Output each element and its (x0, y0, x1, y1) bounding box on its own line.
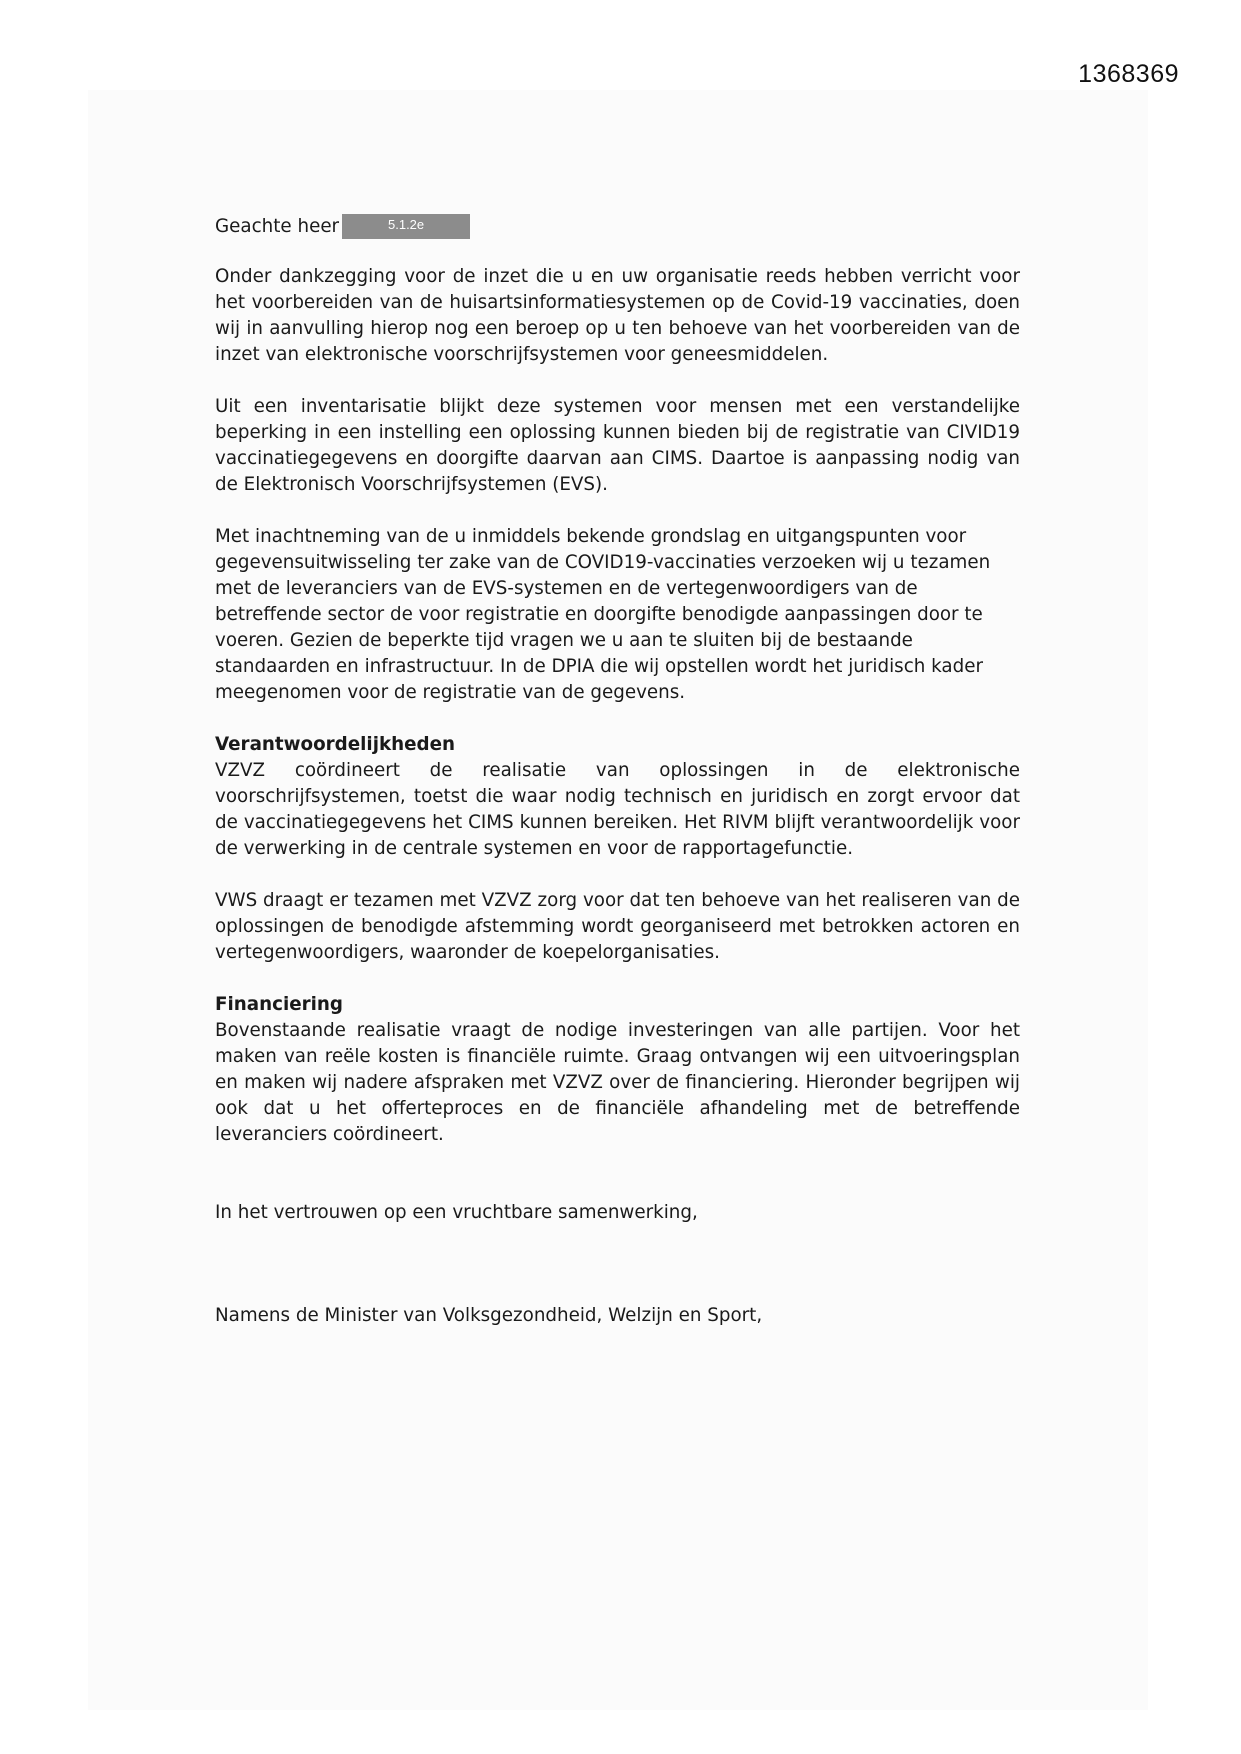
closing-line: In het vertrouwen op een vruchtbare samenwerking, (215, 1202, 698, 1223)
paragraph-responsibilities-vzvz: VZVZ coördineert de realisatie van oplossingen in de elektronische voorschrijfsystemen, toetst die waar nodig technisch en juridisch en zorgt ervoor dat de vaccinatiegegevens het CIMS kunnen bereiken. Het RIVM blijft verantwoordelijk voor de verwerking in de centrale systemen en voor de rapportagefunctie. (215, 760, 1020, 859)
signature-line: Namens de Minister van Volksgezondheid, Welzijn en Sport, (215, 1305, 763, 1326)
paragraph-intro: Onder dankzegging voor de inzet die u en uw organisatie reeds hebben verricht voor het voorbereiden van de huisartsinformatiesystemen op de Covid-19 vaccinaties, doen wij in aanvulling hierop nog een beroep op u ten behoeve van het voorbereiden van de inzet van elektronische voorschrijfsystemen voor geneesmiddelen. (215, 266, 1020, 365)
section-title-financing: Financiering (215, 994, 344, 1015)
paragraph-request: Met inachtneming van de u inmiddels bekende grondslag en uitgangspunten voor gegevensuitwisseling ter zake van de COVID19-vaccinaties verzoeken wij u tezamen met de leveranciers van de EVS-systemen en de vertegenwoordigers van de betreffende sector de voor registratie en doorgifte benodigde aanpassingen door te voeren. Gezien de beperkte tijd vragen we u aan te sluiten bij de bestaande standaarden en infrastructuur. In de DPIA die wij opstellen wordt het juridisch kader meegenomen voor de registratie van de gegevens. (215, 526, 991, 703)
paragraph-inventory: Uit een inventarisatie blijkt deze systemen voor mensen met een verstandelijke beperking in een instelling een oplossing kunnen bieden bij de registratie van CIVID19 vaccinatiegegevens en doorgifte daarvan aan CIMS. Daartoe is aanpassing nodig van de Elektronisch Voorschrijfsystemen (EVS). (215, 396, 1020, 495)
letter-body (215, 213, 1020, 1329)
document-id: 1368369 (1078, 60, 1179, 88)
paragraph-financing: Bovenstaande realisatie vraagt de nodige investeringen van alle partijen. Voor het maken van reële kosten is financiële ruimte. Graag ontvangen wij een uitvoeringsplan en maken wij nadere afspraken met VZVZ over de financiering. Hieronder begrijpen wij ook dat u het offerteproces en de financiële afhandeling met de betreffende leveranciers coördineert. (215, 1020, 1020, 1145)
salutation-text: Geachte heer (215, 215, 340, 237)
paragraph-responsibilities-vws: VWS draagt er tezamen met VZVZ zorg voor dat ten behoeve van het realiseren van de oplossingen de benodigde afstemming wordt georganiseerd met betrokken actoren en vertegenwoordigers, waaronder de koepelorganisaties. (215, 890, 1020, 963)
redaction-box: 5.1.2e (342, 214, 470, 239)
section-title-responsibilities: Verantwoordelijkheden (215, 734, 456, 755)
salutation (215, 213, 1020, 240)
